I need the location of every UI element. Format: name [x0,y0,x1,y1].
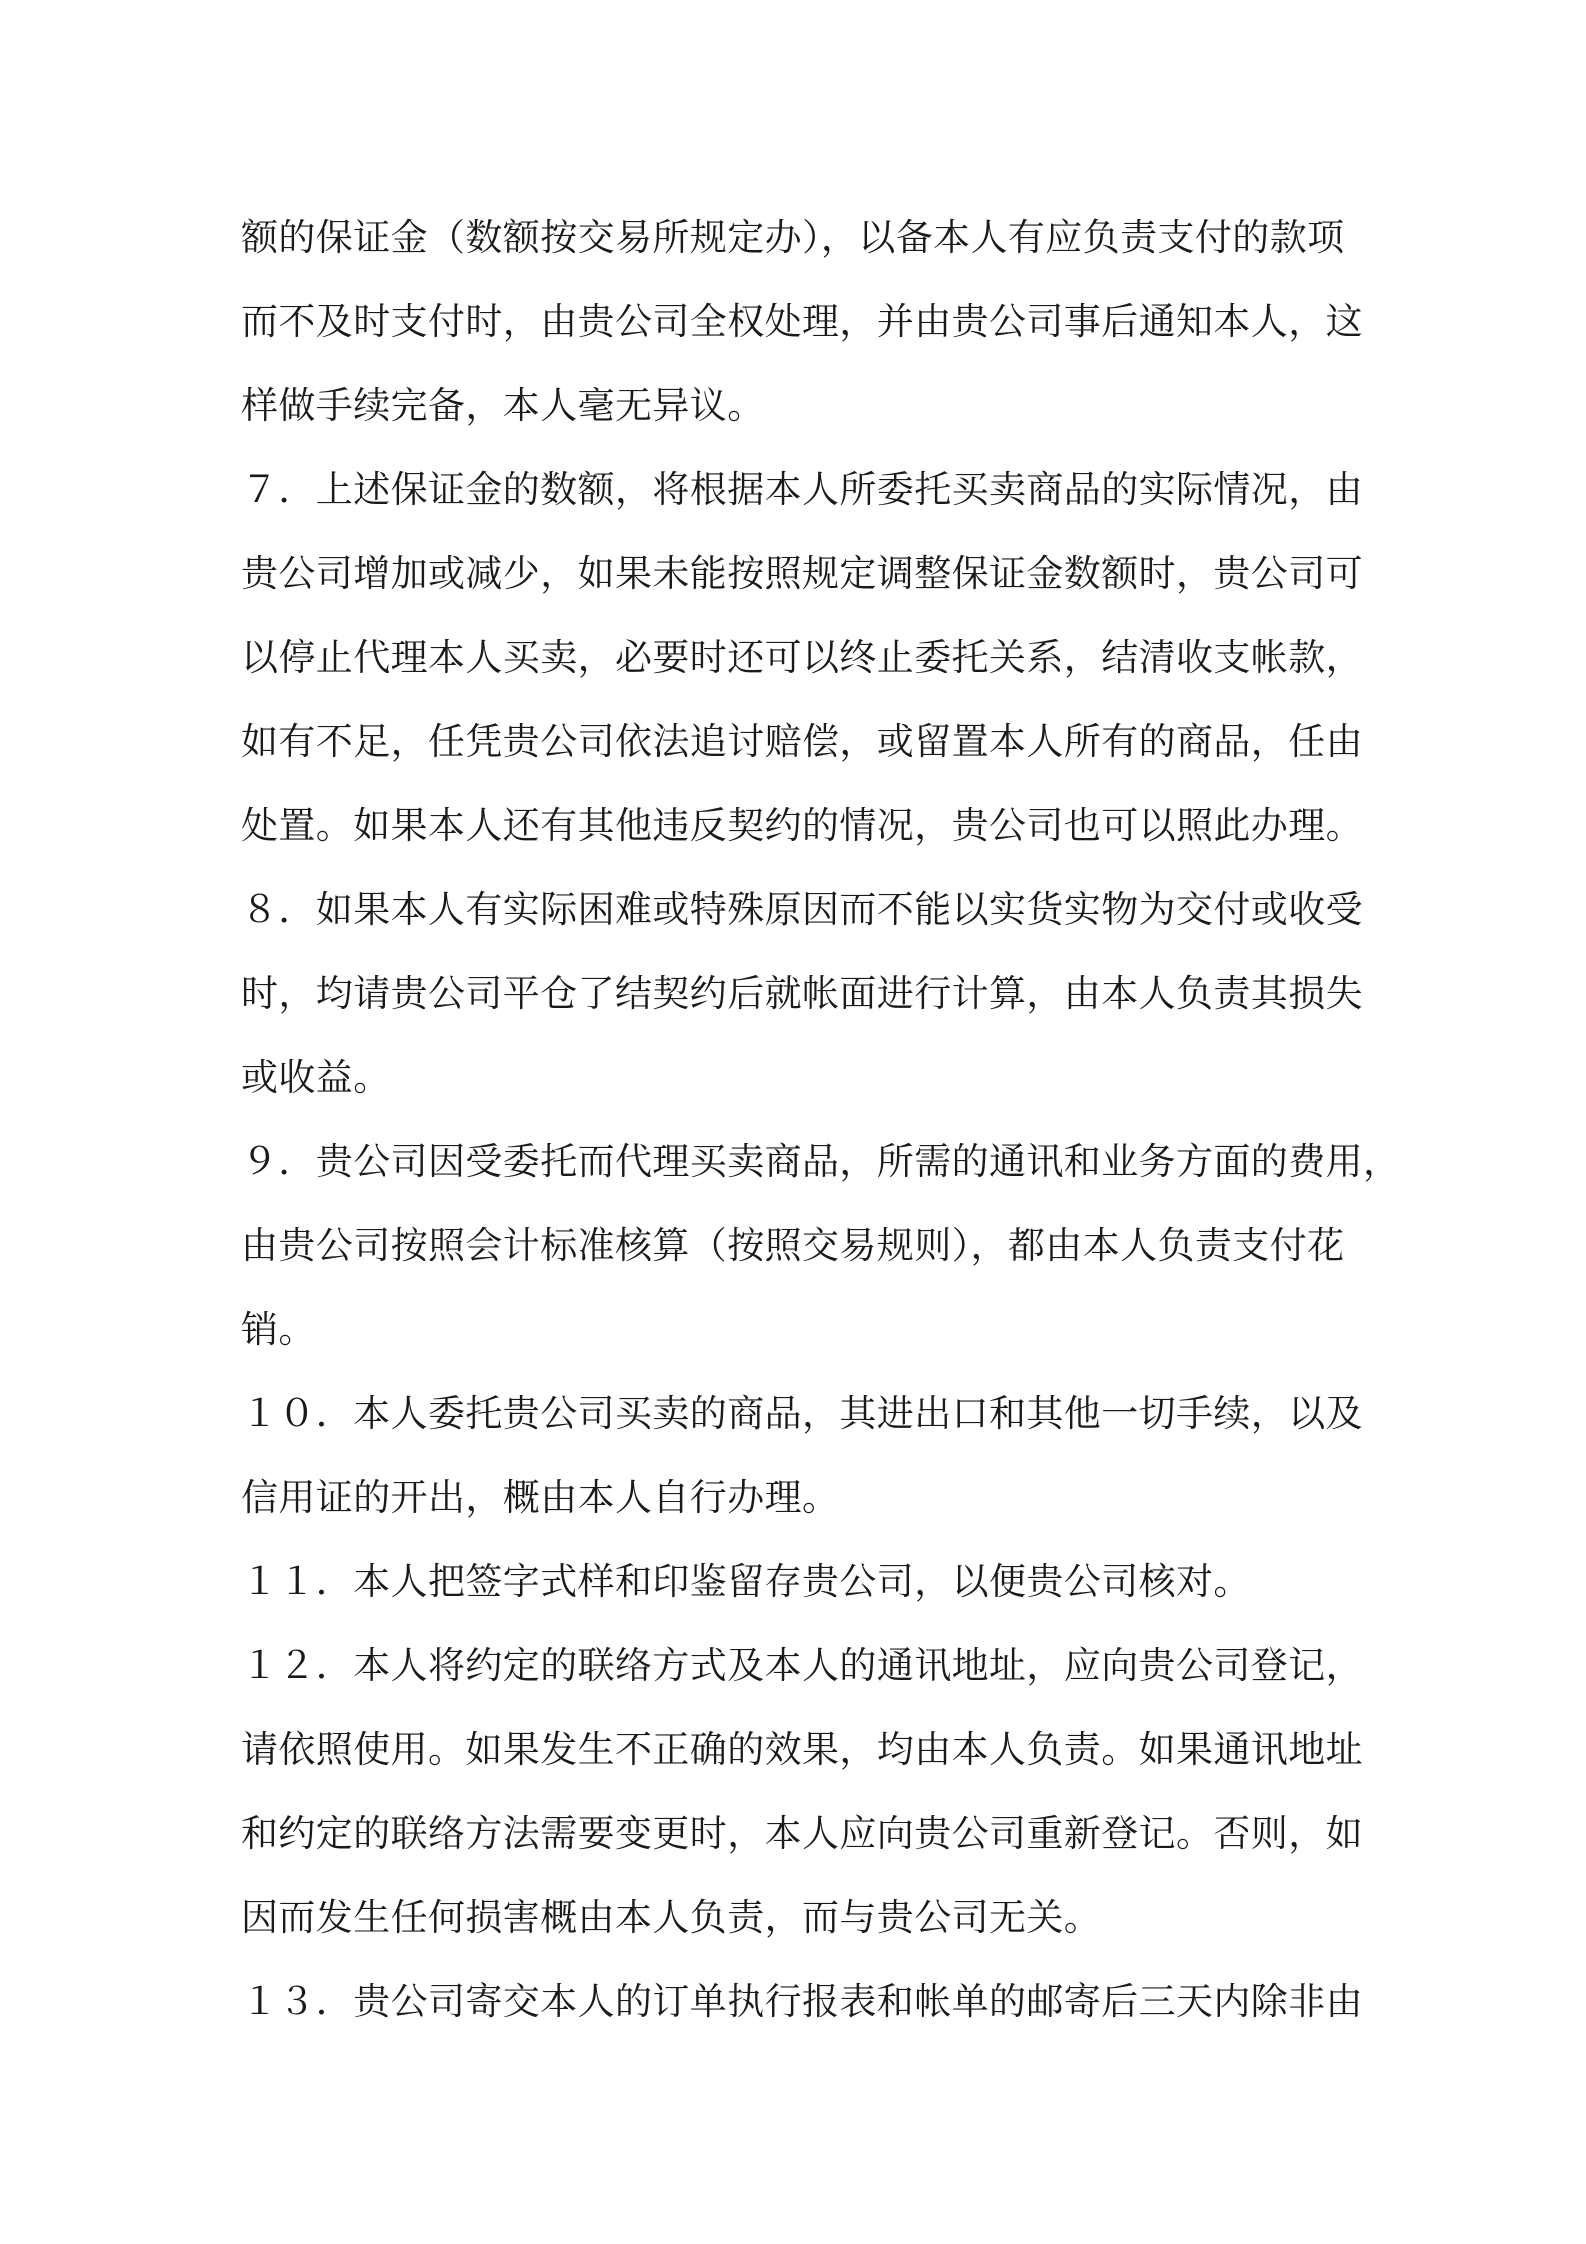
text-line: 由贵公司按照会计标准核算（按照交易规则），都由本人负责支付花 [241,1224,1345,1267]
paragraph [241,1624,1361,1960]
text-line: 如有不足，任凭贵公司依法追讨赔偿，或留置本人所有的商品，任由 [241,720,1363,763]
paragraph [241,448,1361,868]
paragraph [241,1372,1361,1540]
text-line: 销。 [241,1308,316,1351]
text-line: 时，均请贵公司平仓了结契约后就帐面进行计算，由本人负责其损失 [241,972,1363,1015]
text-line: １２．本人将约定的联络方式及本人的通讯地址，应向贵公司登记， [241,1644,1363,1687]
text-line: ８．如果本人有实际困难或特殊原因而不能以实货实物为交付或收受 [241,888,1363,931]
text-line: 样做手续完备，本人毫无异议。 [241,384,765,427]
text-line: 贵公司增加或减少，如果未能按照规定调整保证金数额时，贵公司可 [241,552,1363,595]
paragraph [241,1120,1401,1372]
text-line: 以停止代理本人买卖，必要时还可以终止委托关系，结清收支帐款， [241,636,1363,679]
paragraph [241,196,1361,448]
text-line: 信用证的开出，概由本人自行办理。 [241,1476,840,1519]
text-line: 和约定的联络方法需要变更时，本人应向贵公司重新登记。否则，如 [241,1812,1363,1855]
text-line: 额的保证金（数额按交易所规定办），以备本人有应负责支付的款项 [241,216,1345,259]
text-line: 处置。如果本人还有其他违反契约的情况，贵公司也可以照此办理。 [241,804,1363,847]
text-line: 因而发生任何损害概由本人负责，而与贵公司无关。 [241,1896,1102,1939]
text-line: １１．本人把签字式样和印鉴留存贵公司，以便贵公司核对。 [241,1560,1251,1603]
paragraph [241,868,1361,1120]
text-line: ７．上述保证金的数额，将根据本人所委托买卖商品的实际情况，由 [241,468,1363,511]
text-line: １３．贵公司寄交本人的订单执行报表和帐单的邮寄后三天内除非由 [241,1980,1363,2023]
text-line: 请依照使用。如果发生不正确的效果，均由本人负责。如果通讯地址 [241,1728,1363,1771]
text-line: ９．贵公司因受委托而代理买卖商品，所需的通讯和业务方面的费用， [241,1140,1401,1183]
paragraph [241,1960,1361,2044]
text-line: １０．本人委托贵公司买卖的商品，其进出口和其他一切手续，以及 [241,1392,1363,1435]
document-body [241,196,1401,2044]
text-line: 或收益。 [241,1056,391,1099]
text-line: 而不及时支付时，由贵公司全权处理，并由贵公司事后通知本人，这 [241,300,1363,343]
paragraph [241,1540,1361,1624]
